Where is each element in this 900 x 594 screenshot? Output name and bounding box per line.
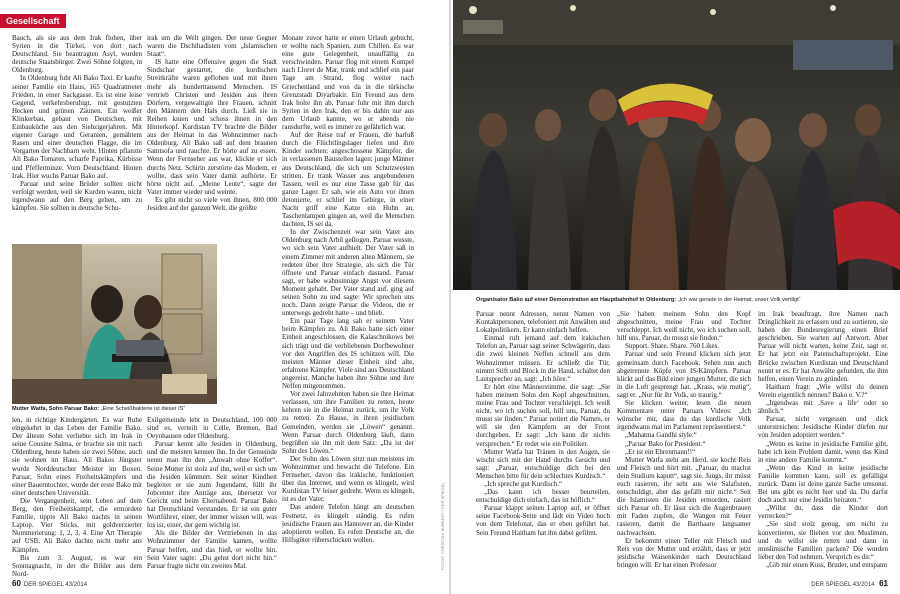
article-column [617,310,751,582]
paragraph: „Er ist ein Ehrenmann!!“ [625,447,696,456]
article-column [12,416,142,576]
paragraph: Paruar klappt seinen Laptop auf, er öffnet seine Facebook-Seite und lädt ein Video hoch von dem Telefonat, das er eben geführt hat. Sein Freund Haitham hat ihn dabei gefilmt. [476,504,610,537]
section-label: Gesellschaft [0,14,66,28]
paragraph: Haitham fragt: „Wie willst du deinen Verein eigentlich nennen? Bako e. V.?“ [758,382,888,399]
paragraph: Mutter Watfa steht am Herd, sie kocht Reis und Fleisch und hört mit. „Paruar, du machst dein Studium kaputt“, sagt sie. Jungs, ihr müsst euch rasieren, ihr seht aus wie Salafisten, entschuldigt, aber das gefällt mir nicht.“ Seit die Islamisten die Jesiden ermorden, rasiert sich Paruar oft. Er lässt sich die Augenbrauen mit Faden zupfen, die Wangen mit Feuer rasieren, damit die Barthaare langsamer nachwachsen. [617,455,751,537]
paragraph: Er bekommt einen Teller mit Fleisch und Reis von der Mutter und erzählt, dass er jetzt jesidische Waisenkinder nach Deutschland bringen will. Er hat einen Professor [617,536,751,569]
paragraph: Er hört eine Männerstimme, die sagt: „Sie haben meinem Sohn den Kopf abgeschnitten, meine Frau und Tochter verschleppt. Ich weiß nicht, wo ich suchen soll, hilf uns, Paruar, du musst sie finden.“ Paruar notiert die Namen, er will sie den Kämpfern an der Front durchgeben. Er sagt: „Ich kann dir nichts versprechen.“ Er redet wie ein Politiker. [476,382,610,448]
paragraph: „Wenn das Kind in keine jesidische Familie kommen kann, soll es gefälligst zurück. Dann ist deine ganze Sache umsonst. Bei uns gibt es nicht hier und da. Du darfst doch auch nur eine Jesidin heiraten.“ [758,463,888,505]
demonstration-photo [453,0,900,290]
article-column [147,34,277,238]
article-column [147,416,277,576]
paragraph: Ein paar Tage lang sah er seinem Vater beim Kämpfen zu. Ali Bako hatte sich einer Einheit angeschlossen, die Kalaschnikows bei sich trägt und die verbliebenen Dorfbewohner vor den Angriffen des IS schützen will. Die meisten Männer dieser Einheit sind alte, erfahrene Kämpfer. Viele sind aus Deutschland angereist. Manche haben ihre Söhne und ihre Neffen mitgenommen. [282,317,414,391]
paragraph: IS hatte eine Offensive gegen die Stadt Sindschar gestartet, die kurdischen Streitkräfte waren geflohen und mit ihnen mehr als hunderttausend Menschen. IS vertrieb Christen und Jesiden aus ihren Dörfern, vergewaltigte ihre Frauen, schnitt den Männern den Hals durch. Ließ sie in Reihen knien und schoss ihnen in den Hinterkopf. Kurdistan TV brachte die Bilder aus der Heimat in das Wohnzimmer nach Oldenburg. Ali Bako saß auf dem braunen Samtsofa und rauchte. Er hörte auf zu essen. Wenn der Fernseher aus war, klickte er sich durchs Netz. Schirin zerstörte das Modem, er wollte, dass sein Vater damit aufhörte. Er hörte nicht auf. „Meine Leute“, sagte der Vater immer wieder und weinte. [147,58,277,196]
article-column [282,34,414,582]
paragraph: Vor zwei Jahrzehnten haben sie ihre Heimat verlassen, um ihre Familien zu retten, heute kehren sie in die Heimat zurück, um ihr Volk zu retten. Zu Hause, in ihren jesidischen Gemeinden, werden sie „Löwen“ genannt. Wenn Paruar durch Oldenburg läuft, dann begrüßen sie ihn mit dem Satz: „Da ist der Sohn des Löwen.“ [282,390,414,455]
left-page [0,0,449,594]
paragraph: Die Vergangenheit, sein Leben auf dem Berg, den Freiheitskampf, die ermordete Familie, tippte Ali Bako nachts in seinen Laptop. Vier Sticks, mit goldverzierter Nummerierung: 1, 2, 3, 4. Eine Art Therapie auf USB. Ali Bako dachte nicht mehr ans Kämpfen. [12,496,142,554]
photo-caption-left: Mutter Watfa, Sohn Paruar Bako: „Eine Scheißbakterie ist dieser IS“ [12,406,186,412]
paragraph: Einmal ruft jemand auf dem irakischen Telefon an, Paruar sagt seiner Schwägerin, dass die zwei kleinen Neffen schnell aus dem Wohnzimmer müssen. Er schließt die Tür, nimmt Stift und Block in die Hand, schaltet den Lautsprecher an, sagt: „Ich höre.“ [476,334,610,383]
paragraph: Das andere Telefon hängt am deutschen Festnetz, es klingelt ständig. Es rufen jesidische Frauen aus Hannover an, die Kinder adoptieren wollen. Es rufen Deutsche an, die Hilfsgüter rüberschicken wollen. [282,503,414,544]
paragraph: Paruar und seine Brüder sollten nicht verfolgt werden, weil sie Kurden waren, nicht irgendwann auf den Berg gehen, um zu kämpfen. Sie sollten in deutsche Schu- [12,179,142,212]
paragraph: Als die Bilder der Vertriebenen in das Wohnzimmer der Familie kamen, wollte Paruar helfen, und das hieß, er wollte hin. Sein Vater sagte: „Du gehst dort nicht hin.“ Paruar fragte nicht ein zweites Mal. [147,529,277,570]
page-footer-right: DER SPIEGEL 43/2014 61 [811,579,888,588]
paragraph: Auf der Reise traf er Frauen, die barfuß durch die Flüchtlingslager liefen und ihre Kinder suchten; angeschossene Kämpfer, die in verlassenen Baustellen lagen; junge Männer aus Deutschland, die sich um Schutzwesten stritten. Er trank Wasser aus angebundenen Tassen, weil es nur eine Tasse gab für das ganze Lager. Er sah, wie ein Auto vor ihnen detonierte, er schlief im Gebirge, in einer Nacht griff eine Katze ein Huhn an, Taschenlampen gingen an, weil die Menschen dachten, IS sei da. [282,131,414,229]
paragraph: In Oldenburg fuhr Ali Bako Taxi. Er kaufte seiner Familie ein Haus, 165 Quadratmeter Frieden, in einer Sackgasse. Es ist eine leise Gegend, verkehrsberuhigt, mit gestutzten Hecken und grünen Zäunen. Ein weißer Klinkerbau, gebaut von Deutschen, mit Einbauküche aus den Siebzigerjahren. Mit eigener Garage und Geranien, gemähtem Rasen und einer deutschen Flagge, die im Vorgarten der Nachbarn weht. Hinten pflanzte Ali Bako Tomaten, scharfe Paprika, Kürbisse und Pfefferminze. Vorn Deutschland. Hinten Irak. Hier wuchs Paruar Bako auf. [12,74,142,180]
page-footer: 60 DER SPIEGEL 43/2014 [12,579,88,588]
paragraph: Paruar kennt alle Jesiden in Oldenburg, und die meisten kennen ihn. In der Gemeinde nennt man ihn den „Anwalt ohne Koffer“. Seine Mutter ist stolz auf ihn, weil er sich um die Jesiden kümmert. Seit seiner Kindheit begleitet er sie zum Jugendamt, füllt ihr Jobcenter ihre Anträge aus, übersetzt vor Gericht und beim Elternabend. Paruar Bako hat Deutschland verstanden. Er ist ein guter Wortführer, einer, der immer wissen will, was los ist, einer, der gern wichtig ist. [147,440,277,530]
paragraph: Exilgemeinde lebt in Deutschland, 100 000 sind es, verteilt in Celle, Bremen, Bad Oeynhausen oder Oldenburg. [147,416,277,441]
paragraph: len, in richtige Kindergärten. Es war Ruhe eingekehrt in das Leben der Familie Bako. Der älteste Sohn verliebte sich im Irak in seine Cousine Salma, er brachte sie mit nach Oldenburg, heute haben sie zwei Söhne, auch sie wohnen im Haus. Ali Bakos Jüngster wurde Norddeutscher Meister im Boxen. Paruar, Sohn eines Freiheitskämpfers und einer Bauerntochter, wurde der erste Bako mit einer deutschen Universität. [12,416,142,497]
paragraph: „Willst du, dass die Kinder dort verrecken?“ [758,504,888,521]
paragraph: Paruar nennt Adressen, nennt Namen von Kontaktpersonen, telefoniert mit Anwälten und Lokalpolitikern. Er kann einfach helfen. [476,310,610,335]
page-number: 60 [12,579,21,588]
photo-demonstration [453,0,900,290]
paragraph: In der Zwischenzeit war sein Vater aus Oldenburg nach Arbil geflogen. Paruar wusste, wo sich sein Vater aufhielt. Der Vater saß in einem Zimmer mit anderen alten Männern, sie redeten über ihre Strategie, als sich die Tür öffnete und Paruar einfach dastand. Paruar sagt, er habe wahnsinnige Angst vor diesem Moment gehabt. Der Vater stand auf, ging auf seinen Sohn zu und sagte: Wir sprechen uns noch. Dann zeigte Paruar die Videos, die er unterwegs gedreht hatte – und blieb. [282,228,414,318]
paragraph: Bauch, als sie aus dem Irak flohen, über Syrien in die Türkei, von dort nach Deutschland. Sie beantragten Asyl, wurden deutsche Staatsbürger. Zwei Söhne folgten, in Oldenburg. [12,34,142,75]
paragraph: Support. Share. Share. 760 Likes. [625,342,720,351]
paragraph: „Irgendwas mit ‚Save a life‘ oder so ähnlich.“ [758,399,888,416]
paragraph: Monate zuvor hatte er einen Urlaub gebucht, er wollte nach Spanien, zum Chillen. Es war eine gute Gelegenheit, unauffällig zu verschwinden. Paruar flog mit einem Kumpel nach Lloret de Mar, trank und schlief ein paar Tage am Strand, flog weiter nach Griechenland und von da in die türkische Grenzstadt Diyarbakir. Ein Freund aus dem Irak holte ihn ab, Paruar fuhr mit ihm durch Syrien in den Irak, den er bis dahin nur aus dem Urlaub kannte, wo er abends nie rausdurfte, weil es immer zu gefährlich war. [282,34,414,132]
paragraph: „Wenn es keine in jesidische Familie gibt, habe ich kein Problem damit, wenn das Kind in eine andere Familie kommt.“ [758,439,888,464]
page-number: 61 [879,579,888,588]
paragraph: im Irak beauftragt, ihre Namen nach Dringlichkeit zu erfassen und zu sortieren, sie haben der Bundesregierung einen Brief geschrieben. Sie warten auf Antwort. Aber Paruar will nicht warten, keine Zeit, sagt er. Er hat jetzt ein Patenschaftsprojekt. Eine Brücke zwischen Kurdistan und Deutschland nennt er es. Er hat Anwälte gefunden, die ihm helfen, einen Verein zu gründen. [758,310,888,383]
paragraph: Paruar, nicht vergessen und dick unterstreichen: Jesidische Kinder dürfen nur von Jesiden adoptiert werden.“ [758,415,888,440]
photo-mother-son [12,244,217,404]
paragraph: „Gib mir einen Kuss, Bruder, und entspann [766,560,888,569]
paragraph: Es gibt nicht so viele von ihnen, 800 000 Jesiden auf der ganzen Welt, die größte [147,195,277,212]
paragraph: „Sie haben meinem Sohn den Kopf abgeschnitten, meine Frau und Tochter verschleppt. Ich weiß nicht, wo ich suchen soll, hilf uns, Paruar, du musst sie finden.“ [617,310,751,343]
family-photo [12,244,217,404]
paragraph: Mutter Watfa hat Tränen in den Augen, sie wischt sich mit der Hand durchs Gesicht und sagt: „Paruar, entschuldige dich bei den Menschen bitte für dein schlechtes Kurdisch.“ [476,447,610,480]
paragraph: „Sie sind stolz genug, um nicht zu konvertieren, sie fliehen vor den Muslimen, und du willst sie retten und dann in muslimische Familien packen? Die wurden lieber den Tod nehmen. Versprich es dir.“ [758,520,888,561]
article-column [758,310,888,582]
paragraph: „Mahatma Gandhi style.“ [625,431,697,440]
article-column [476,310,610,582]
photo-caption-right: Organisator Bako auf einer Demonstration am Hauptbahnhof in Oldenburg: „Ich war gerade in der Heimat, unser Volk vertilgt“ [476,297,801,303]
photo-credit: FOTOS: CHRISTIAN BURKERT / DER SPIEGEL [440,482,445,570]
paragraph: „Paruar Bako for President.“ [625,439,706,448]
paragraph: Bis zum 3. August, es war ein Sonntagnacht, in der die Bilder aus dem Nord- [12,553,142,576]
article-column [12,34,142,238]
paragraph: „Ich spreche gut Kurdisch.“ [484,479,563,488]
paragraph: „Das kann ich besser beurteilen, entschuldige dich einfach, das ist höflich.“ [476,488,610,505]
paragraph: Paruar und sein Freund klicken sich jetzt gemeinsam durch Facebook. Sehen nun auch abgetrennte Köpfe von IS-Kämpfern. Paruar klickt auf das Bild einer jungen Mutter, die sich in die Luft gesprengt hat. „Krass, wie mutig“, sagt er. „Nur für ihr Volk, so traurig.“ [617,350,751,399]
paragraph: Sie klicken weiter, lesen die neuen Kommentare unter Paruars Videos: „Ich wünsche mir, dass du das kurdische Volk irgendwann mal im Parlament repräsentierst.“ [617,399,751,432]
paragraph: irak um die Welt gingen. Der neue Gegner waren die Dschihadisten vom „Islamischen Staat“. [147,34,277,59]
paragraph: Der Sohn des Löwen sitzt nun meistens im Wohnzimmer und bewacht die Telefone. Ein Fernseher, davon das irakische, funktioniert über das Internet, und wenn es klingelt, wird Kurdistan TV leiser gedreht. Wenn es klingelt, ist es der Vater. [282,454,414,504]
